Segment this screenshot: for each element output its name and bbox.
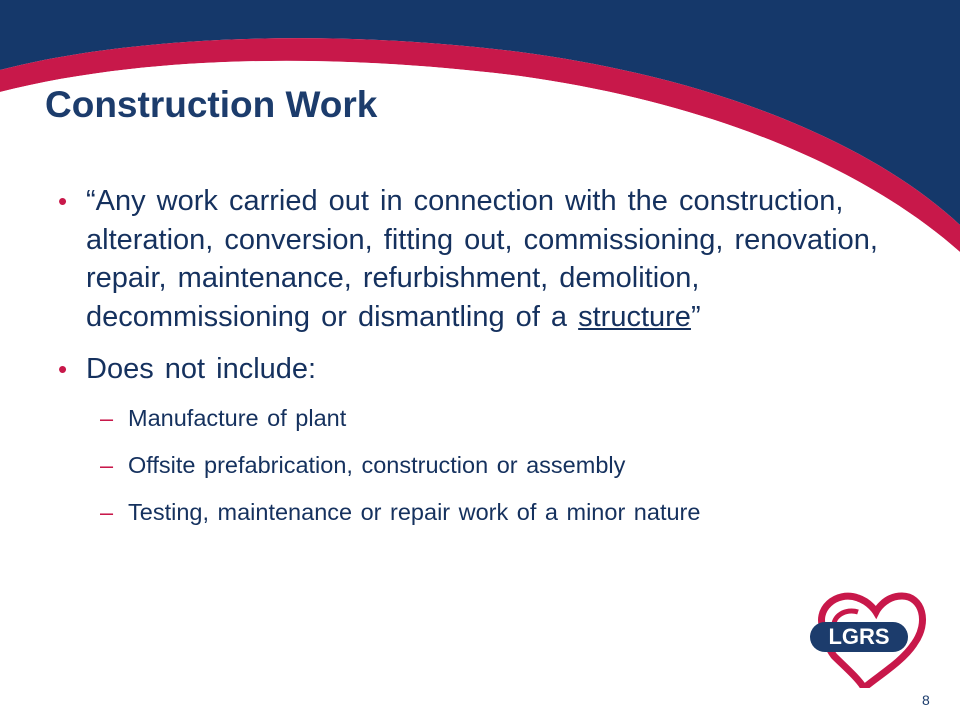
bullet-text — [86, 185, 878, 333]
bullet-exclusions — [58, 350, 898, 389]
sub-bullet-marker: – — [100, 498, 114, 525]
sub-bullet-text: Testing, maintenance or repair work of a minor nature — [128, 498, 701, 525]
definition-text: “Any work carried out in connection with the construction, alteration, conversion, fitting out, commissioning, renovation, repair, maintenance, refurbishment, demolition, decommissioning or dismantling of a — [86, 185, 878, 333]
sub-bullet-marker: – — [100, 404, 114, 431]
bullet-marker: • — [58, 354, 68, 384]
logo-text: LGRS — [828, 624, 890, 649]
bullet-definition — [58, 182, 898, 336]
slide-title: Construction Work — [45, 84, 378, 125]
sub-bullet-text: Manufacture of plant — [128, 404, 347, 431]
closing-quote: ” — [690, 300, 701, 333]
sub-bullet — [58, 403, 898, 433]
bullet-marker: • — [58, 186, 68, 216]
sub-bullet-marker: – — [100, 451, 114, 478]
sub-bullet — [58, 450, 898, 480]
sub-bullet — [58, 497, 898, 527]
structure-term: structure — [578, 300, 691, 333]
page-number: 8 — [922, 692, 930, 708]
sub-bullet-text: Offsite prefabrication, construction or assembly — [128, 451, 626, 478]
slide-body — [58, 182, 898, 544]
lgrs-logo — [806, 588, 928, 688]
bullet-text: Does not include: — [86, 353, 317, 385]
